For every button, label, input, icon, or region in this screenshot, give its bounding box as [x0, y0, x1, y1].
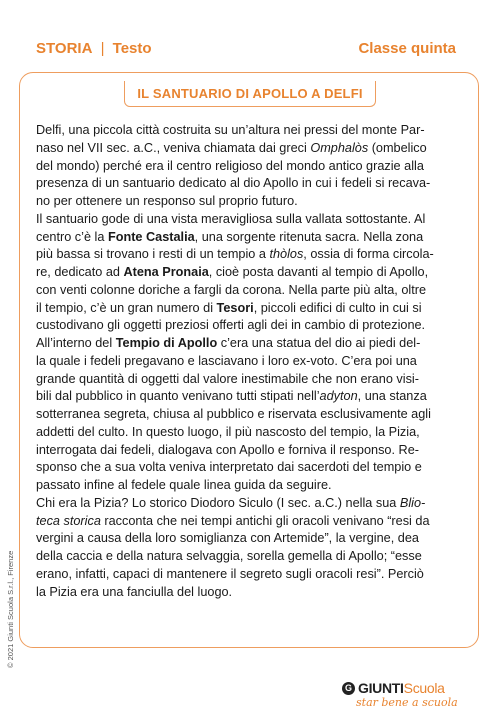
text-line: vergini a causa della loro somiglianza con Artemide”, la vergine, dea — [36, 531, 419, 546]
italic-term: adyton — [319, 389, 358, 404]
text-line: della caccia e della natura selvaggia, sorella gemella di Apollo; “esse — [36, 549, 422, 563]
italic-term: Omphalòs — [310, 140, 369, 155]
logo-brand-sub: Scuola — [403, 680, 445, 696]
bold-term: Fonte Castalia — [107, 229, 195, 244]
text-line: con venti colonne doriche a fargli da corona. Nella parte più alta, oltre — [36, 282, 427, 297]
text-line: il tempio, c’è un gran numero di Tesori, piccoli edifici di culto in cui si — [36, 300, 422, 315]
bold-term: Atena Pronaia — [123, 265, 209, 279]
class-level-label: Classe quinta — [358, 40, 456, 57]
text-line: più bassa si trovano i resti di un tempio a thòlos, ossia di forma circola- — [36, 247, 434, 262]
text-line: presenza di un santuario dedicato al dio Apollo in cui i fedeli si recava- — [36, 176, 431, 191]
text-line: del mondo) perché era il centro religioso del mondo antico grazie alla — [36, 158, 424, 173]
text-line: sponso che a sua volta veniva interpretato dai sacerdoti del tempio e — [36, 460, 422, 475]
bold-term: Tesori — [216, 300, 254, 315]
text-line: sotterranea segreta, chiusa al pubblico e riservata esclusivamente agli — [36, 407, 431, 421]
logo-brand — [358, 680, 445, 696]
text-line: teca storica racconta che nei tempi antichi gli oracoli venivano “resi da — [36, 513, 430, 528]
text-line: Delfi, una piccola città costruita su un’altura nei pressi del monte Par- — [36, 123, 425, 137]
page-header — [36, 40, 456, 62]
text-line: re, dedicato ad Atena Pronaia, cioè posta davanti al tempio di Apollo, — [36, 265, 429, 279]
text-line: naso nel VII sec. a.C., veniva chiamata dai greci Omphalòs (ombelico — [36, 140, 427, 155]
text-card — [19, 72, 479, 648]
card-title: IL SANTUARIO DI APOLLO A DELFI — [137, 86, 363, 101]
text-line: addetti del culto. In questo luogo, il più nascosto del tempio, la Pizia, — [36, 424, 420, 439]
body-text — [36, 122, 462, 601]
text-line: centro c’è la Fonte Castalia, una sorgente ritenuta sacra. Nella zona — [36, 229, 424, 244]
text-type-label: Testo — [112, 40, 152, 57]
text-line: la Pizia era una fanciulla del luogo. — [36, 584, 233, 599]
bold-term: Tempio di Apollo — [115, 336, 218, 350]
text-line: interrogata dai fedeli, dialogava con Apollo e forniva il responso. Re- — [36, 442, 419, 457]
text-line: custodivano gli oggetti preziosi offerti agli dei in cambio di protezione. — [36, 318, 426, 333]
giunti-logo-icon: G — [342, 682, 355, 695]
publisher-logo — [342, 680, 462, 716]
subject-label: STORIA — [36, 40, 93, 57]
text-line: passato infine al fedele quale linea guida da seguire. — [36, 478, 332, 492]
header-separator: | — [100, 40, 105, 57]
logo-tagline: star bene a scuola — [356, 696, 458, 709]
text-line: bili dal pubblico in quanto venivano tutti stipati nell’adyton, una stanza — [36, 389, 427, 404]
italic-term: Blio- — [399, 495, 426, 510]
text-line: erano, infatti, capaci di mantenere il segreto sugli oracoli resi”. Perciò — [36, 566, 424, 581]
text-line: Chi era la Pizia? Lo storico Diodoro Siculo (I sec. a.C.) nella sua Blio- — [36, 495, 426, 510]
text-line: no per ottenere un responso sul proprio futuro. — [36, 194, 298, 208]
italic-term: teca storica — [36, 513, 101, 528]
logo-brand-main: GIUNTI — [358, 680, 404, 696]
text-line: Il santuario gode di una vista meravigliosa sulla vallata sottostante. Al — [36, 211, 426, 226]
text-line: grande quantità di oggetti dal valore inestimabile che non erano visi- — [36, 371, 419, 386]
text-line: All’interno del Tempio di Apollo c’era una statua del dio ai piedi del- — [36, 336, 421, 350]
text-line: la quale i fedeli pregavano e lasciavano i loro ex-voto. C’era poi una — [36, 353, 417, 368]
italic-term: thòlos — [269, 247, 304, 262]
copyright-notice: © 2021 Giunti Scuola S.r.l., Firenze — [6, 550, 15, 668]
header-subject-group — [36, 40, 152, 57]
title-tab — [124, 81, 376, 107]
